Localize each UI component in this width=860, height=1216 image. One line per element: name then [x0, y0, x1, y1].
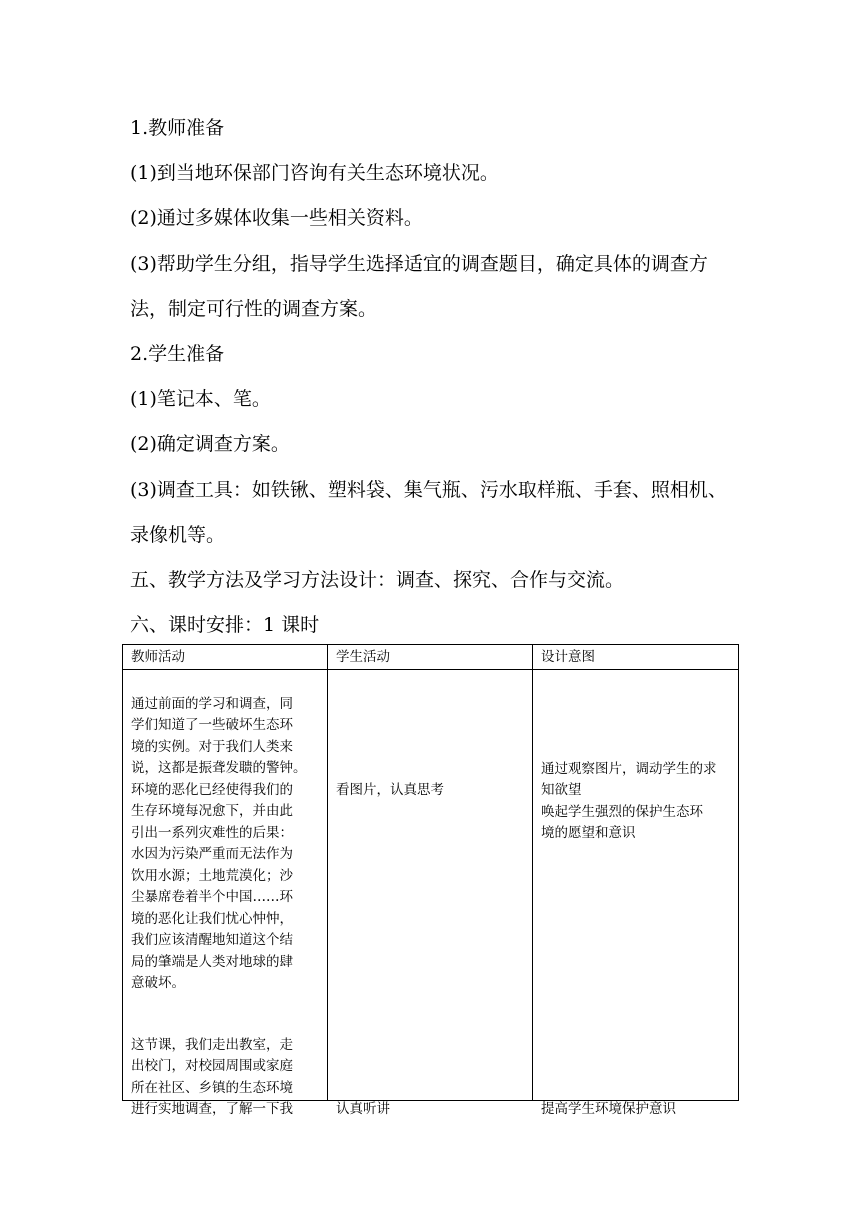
student-text-listen: 认真听讲 [336, 1100, 390, 1117]
heading-student-prep: 2.学生准备 [130, 343, 225, 365]
paragraph: (2)确定调查方案。 [130, 433, 290, 455]
header-teacher-activity: 教师活动 [123, 645, 328, 670]
header-design-intent: 设计意图 [533, 645, 739, 670]
lesson-plan-table [122, 644, 739, 1117]
teacher-text-fieldwork: 这节课，我们走出教室，走 出校门，对校园周围或家庭 所在社区、乡镇的生态环境 进行实地调查，了解一下我 [131, 1036, 293, 1117]
teacher-text-intro: 通过前面的学习和调查，同 学们知道了一些破坏生态环 境的实例。对于我们人类来 说，这都是振聋发聩的警钟。 环境的恶化已经使得我们的 生存环境每况愈下，并由此 引出一系列灾难性的后果： 水因为污染严重而无法作为 饮用水源；土地荒漠化；沙 尘暴席卷着半个中国……环 境的恶化让我们忧心忡忡， 我们应该清醒地知道这个结 局的肇端是人类对地球的肆 意破坏。 [131, 695, 307, 991]
paragraph: (3)调查工具：如铁锹、塑料袋、集气瓶、污水取样瓶、手套、照相机、 [130, 479, 727, 501]
paragraph: (3)帮助学生分组，指导学生选择适宜的调查题目，确定具体的调查方 [130, 253, 708, 275]
header-student-activity: 学生活动 [328, 645, 533, 670]
intent-text-motivation: 通过观察图片，调动学生的求 知欲望 唤起学生强烈的保护生态环 境的愿望和意识 [541, 760, 717, 841]
heading-teacher-prep: 1.教师准备 [130, 117, 225, 139]
paragraph: (2)通过多媒体收集一些相关资料。 [130, 207, 423, 229]
student-text-observe: 看图片，认真思考 [336, 781, 444, 798]
heading-class-schedule: 六、课时安排：1 课时 [130, 614, 320, 636]
student-activity-cell [328, 670, 533, 1117]
paragraph: 法，制定可行性的调查方案。 [130, 298, 378, 320]
table-header-row [123, 645, 739, 670]
table-row [123, 670, 739, 1101]
heading-teaching-methods: 五、教学方法及学习方法设计：调查、探究、合作与交流。 [130, 569, 625, 591]
design-intent-cell [533, 670, 739, 1117]
teacher-activity-cell [123, 670, 328, 1117]
paragraph: 录像机等。 [130, 524, 226, 546]
paragraph: (1)笔记本、笔。 [130, 388, 271, 410]
intent-text-awareness: 提高学生环境保护意识 [541, 1100, 676, 1117]
paragraph: (1)到当地环保部门咨询有关生态环境状况。 [130, 162, 499, 184]
